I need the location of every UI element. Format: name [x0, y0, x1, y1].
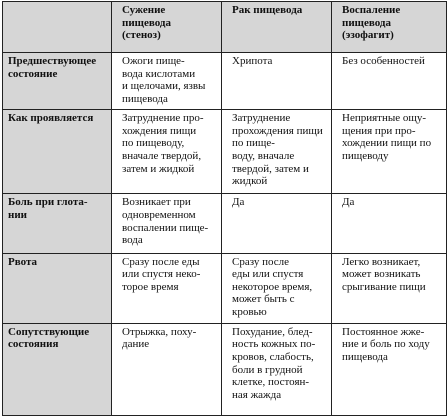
- cell-line: Легко возникает,: [342, 255, 421, 268]
- cell-line: Неприятные ощу-: [342, 112, 427, 125]
- cell-line: Постоянное жже-: [342, 325, 425, 338]
- row-label-line: Сопутствующие: [8, 325, 90, 338]
- cell-line: воду, вначале: [232, 149, 295, 162]
- row-label-line: нии: [8, 208, 28, 221]
- header-cancer: [222, 2, 332, 53]
- cell-line: еды или спустя: [232, 268, 304, 281]
- table-row: [3, 253, 447, 323]
- row-label-line: Как проявляется: [8, 112, 94, 125]
- cell-line: твердой, затем и: [232, 162, 309, 175]
- cell-line: Да: [342, 196, 355, 209]
- table-cell: [222, 323, 332, 415]
- cell-line: Хрипота: [232, 55, 273, 67]
- row-label-line: Рвота: [8, 255, 37, 268]
- cell-line: вначале твердой,: [122, 149, 202, 162]
- table-header-row: [3, 2, 447, 53]
- cell-line: Ожоги пище-: [122, 55, 185, 67]
- cell-line: Возникает при: [122, 196, 191, 209]
- table-row: [3, 194, 447, 253]
- table-cell: [112, 110, 222, 194]
- row-label-line: состояния: [8, 338, 59, 351]
- header-text-line: (эзофагит): [342, 29, 394, 42]
- cell-line: Затруднение: [232, 112, 291, 125]
- table-cell: [332, 110, 447, 194]
- table-cell: [112, 323, 222, 415]
- table-cell: [332, 323, 447, 415]
- header-corner-cell: [3, 2, 112, 53]
- table-cell: [332, 53, 447, 110]
- cell-line: ние и боль по ходу: [342, 338, 430, 351]
- cell-line: срыгивание пищи: [342, 280, 426, 293]
- cell-line: вода: [122, 234, 143, 247]
- cell-line: или спустя неко-: [122, 268, 201, 281]
- comparison-table: [2, 1, 447, 416]
- cell-line: затем и жидкой: [122, 162, 195, 175]
- row-label: [3, 253, 112, 323]
- table-row: [3, 323, 447, 415]
- cell-line: некоторое время,: [232, 280, 313, 293]
- cell-line: вода кислотами: [122, 67, 196, 80]
- cell-line: боли в грудной: [232, 363, 303, 376]
- header-esophagitis: [332, 2, 447, 53]
- cell-line: щения при про-: [342, 124, 416, 137]
- table-cell: [222, 194, 332, 253]
- header-stenosis: [112, 2, 222, 53]
- cell-line: хождении пищи по: [342, 137, 432, 150]
- cell-line: пищеводу: [342, 149, 389, 162]
- row-label: [3, 53, 112, 110]
- cell-line: одновременном: [122, 208, 196, 221]
- row-label-line: Предшествующее: [8, 55, 97, 67]
- cell-line: и щелочами, язвы: [122, 80, 206, 93]
- table-cell: [222, 110, 332, 194]
- row-label-line: состояние: [8, 67, 58, 80]
- cell-line: торое время: [122, 280, 179, 293]
- cell-line: ная жажда: [232, 388, 282, 401]
- cell-line: Сразу после: [232, 255, 289, 268]
- cell-line: Затруднение про-: [122, 112, 204, 125]
- row-label: [3, 323, 112, 415]
- cell-line: воспалении пище-: [122, 221, 209, 234]
- row-label: [3, 194, 112, 253]
- table-cell: [112, 194, 222, 253]
- cell-line: пищевода: [122, 92, 168, 105]
- cell-line: пищевода: [342, 350, 388, 363]
- header-text-line: Сужение: [122, 4, 166, 16]
- cell-line: Отрыжка, поху-: [122, 325, 197, 338]
- cell-line: по пище-: [232, 137, 275, 150]
- cell-line: может быть с: [232, 293, 295, 306]
- cell-line: хождения пищи: [122, 124, 197, 137]
- cell-line: ность кожных по-: [232, 338, 316, 351]
- table-cell: [332, 194, 447, 253]
- table-cell: [112, 253, 222, 323]
- cell-line: Похудание, блед-: [232, 325, 313, 338]
- cell-line: прохождения пищи: [232, 124, 323, 137]
- cell-line: по пищеводу,: [122, 137, 185, 150]
- cell-line: жидкой: [232, 175, 268, 188]
- header-text-line: пищевода: [122, 16, 171, 29]
- cell-line: Сразу после еды: [122, 255, 200, 268]
- cell-line: кровью: [232, 305, 267, 318]
- table-row: [3, 53, 447, 110]
- cell-line: кровов, слабость,: [232, 350, 314, 363]
- cell-line: Да: [232, 196, 245, 209]
- header-text-line: Рак пищевода: [232, 4, 303, 16]
- table-cell: [332, 253, 447, 323]
- row-label: [3, 110, 112, 194]
- table-row: [3, 110, 447, 194]
- table-cell: [222, 253, 332, 323]
- cell-line: дание: [122, 338, 150, 351]
- cell-line: Без особенностей: [342, 55, 425, 67]
- header-text-line: (стеноз): [122, 29, 161, 42]
- cell-line: клетке, постоян-: [232, 376, 310, 389]
- header-text-line: Воспаление: [342, 4, 401, 16]
- header-text-line: пищевода: [342, 16, 391, 29]
- cell-line: может возникать: [342, 268, 421, 281]
- table-cell: [222, 53, 332, 110]
- row-label-line: Боль при глота-: [8, 196, 88, 209]
- table-cell: [112, 53, 222, 110]
